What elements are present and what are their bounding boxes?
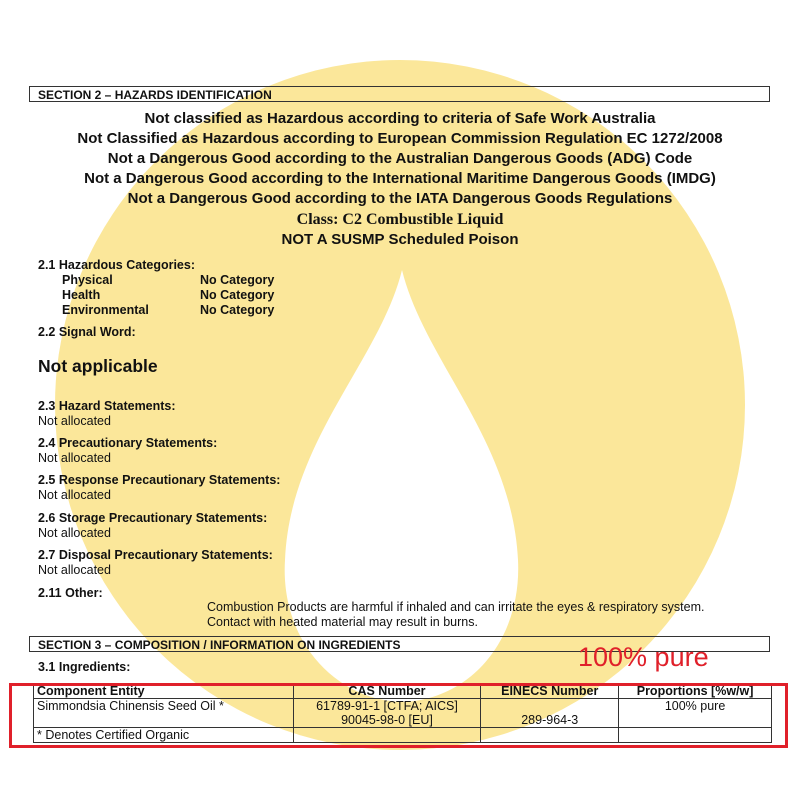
disposal-statements-value: Not allocated — [38, 563, 111, 577]
hazard-statements-label: 2.3 Hazard Statements: — [38, 399, 176, 413]
precautionary-statements-value: Not allocated — [38, 451, 111, 465]
other-line-1: Combustion Products are harmful if inhaled and can irritate the eyes & respiratory system. — [207, 600, 705, 614]
header-component-entity: Component Entity — [34, 684, 294, 699]
classification-line-1: Not classified as Hazardous according to criteria of Safe Work Australia — [144, 110, 656, 127]
classification-line-5: Not a Dangerous Good according to the IATA Dangerous Goods Regulations — [127, 190, 673, 207]
hazard-categories-label: 2.1 Hazardous Categories: — [38, 258, 195, 272]
classification-line-4: Not a Dangerous Good according to the International Maritime Dangerous Goods (IMDG) — [84, 170, 716, 187]
storage-statements-value: Not allocated — [38, 526, 111, 540]
ingredients-label: 3.1 Ingredients: — [38, 660, 131, 674]
highlight-annotation-label: 100% pure — [578, 642, 709, 672]
section2-header: SECTION 2 – HAZARDS IDENTIFICATION — [29, 86, 770, 102]
cas-line-1: 61789-91-1 [CTFA; AICS] — [316, 699, 458, 713]
category-name-physical: Physical — [62, 273, 113, 287]
section3-header: SECTION 3 – COMPOSITION / INFORMATION ON INGREDIENTS — [29, 636, 770, 652]
cell-proportion: 100% pure — [619, 699, 772, 728]
cas-line-2: 90045-98-0 [EU] — [341, 713, 433, 727]
susmp-line: NOT A SUSMP Scheduled Poison — [281, 231, 519, 248]
header-proportions: Proportions [%w/w] — [619, 684, 772, 699]
class-line: Class: C2 Combustible Liquid — [296, 211, 504, 228]
category-name-health: Health — [62, 288, 101, 302]
response-statements-label: 2.5 Response Precautionary Statements: — [38, 473, 281, 487]
storage-statements-label: 2.6 Storage Precautionary Statements: — [38, 511, 268, 525]
signal-word-label: 2.2 Signal Word: — [38, 325, 136, 339]
header-einecs-number: EINECS Number — [481, 684, 619, 699]
response-statements-value: Not allocated — [38, 488, 111, 502]
classification-line-3: Not a Dangerous Good according to the Australian Dangerous Goods (ADG) Code — [107, 150, 693, 167]
other-label: 2.11 Other: — [38, 586, 103, 600]
signal-word-value: Not applicable — [38, 356, 158, 376]
hazard-statements-value: Not allocated — [38, 414, 111, 428]
header-cas-number: CAS Number — [293, 684, 481, 699]
category-value-health: No Category — [200, 288, 275, 302]
highlight-box — [9, 683, 788, 748]
disposal-statements-label: 2.7 Disposal Precautionary Statements: — [38, 548, 273, 562]
other-line-2: Contact with heated material may result in burns. — [207, 615, 478, 629]
category-value-environmental: No Category — [200, 303, 275, 317]
cell-component: Simmondsia Chinensis Seed Oil * — [34, 699, 294, 728]
classification-line-2: Not Classified as Hazardous according to European Commission Regulation EC 1272/2008 — [77, 130, 723, 147]
category-name-environmental: Environmental — [62, 303, 149, 317]
precautionary-statements-label: 2.4 Precautionary Statements: — [38, 436, 218, 450]
cell-footnote: * Denotes Certified Organic — [34, 728, 294, 743]
cell-einecs: 289-964-3 — [481, 699, 619, 728]
category-value-physical: No Category — [200, 273, 275, 287]
